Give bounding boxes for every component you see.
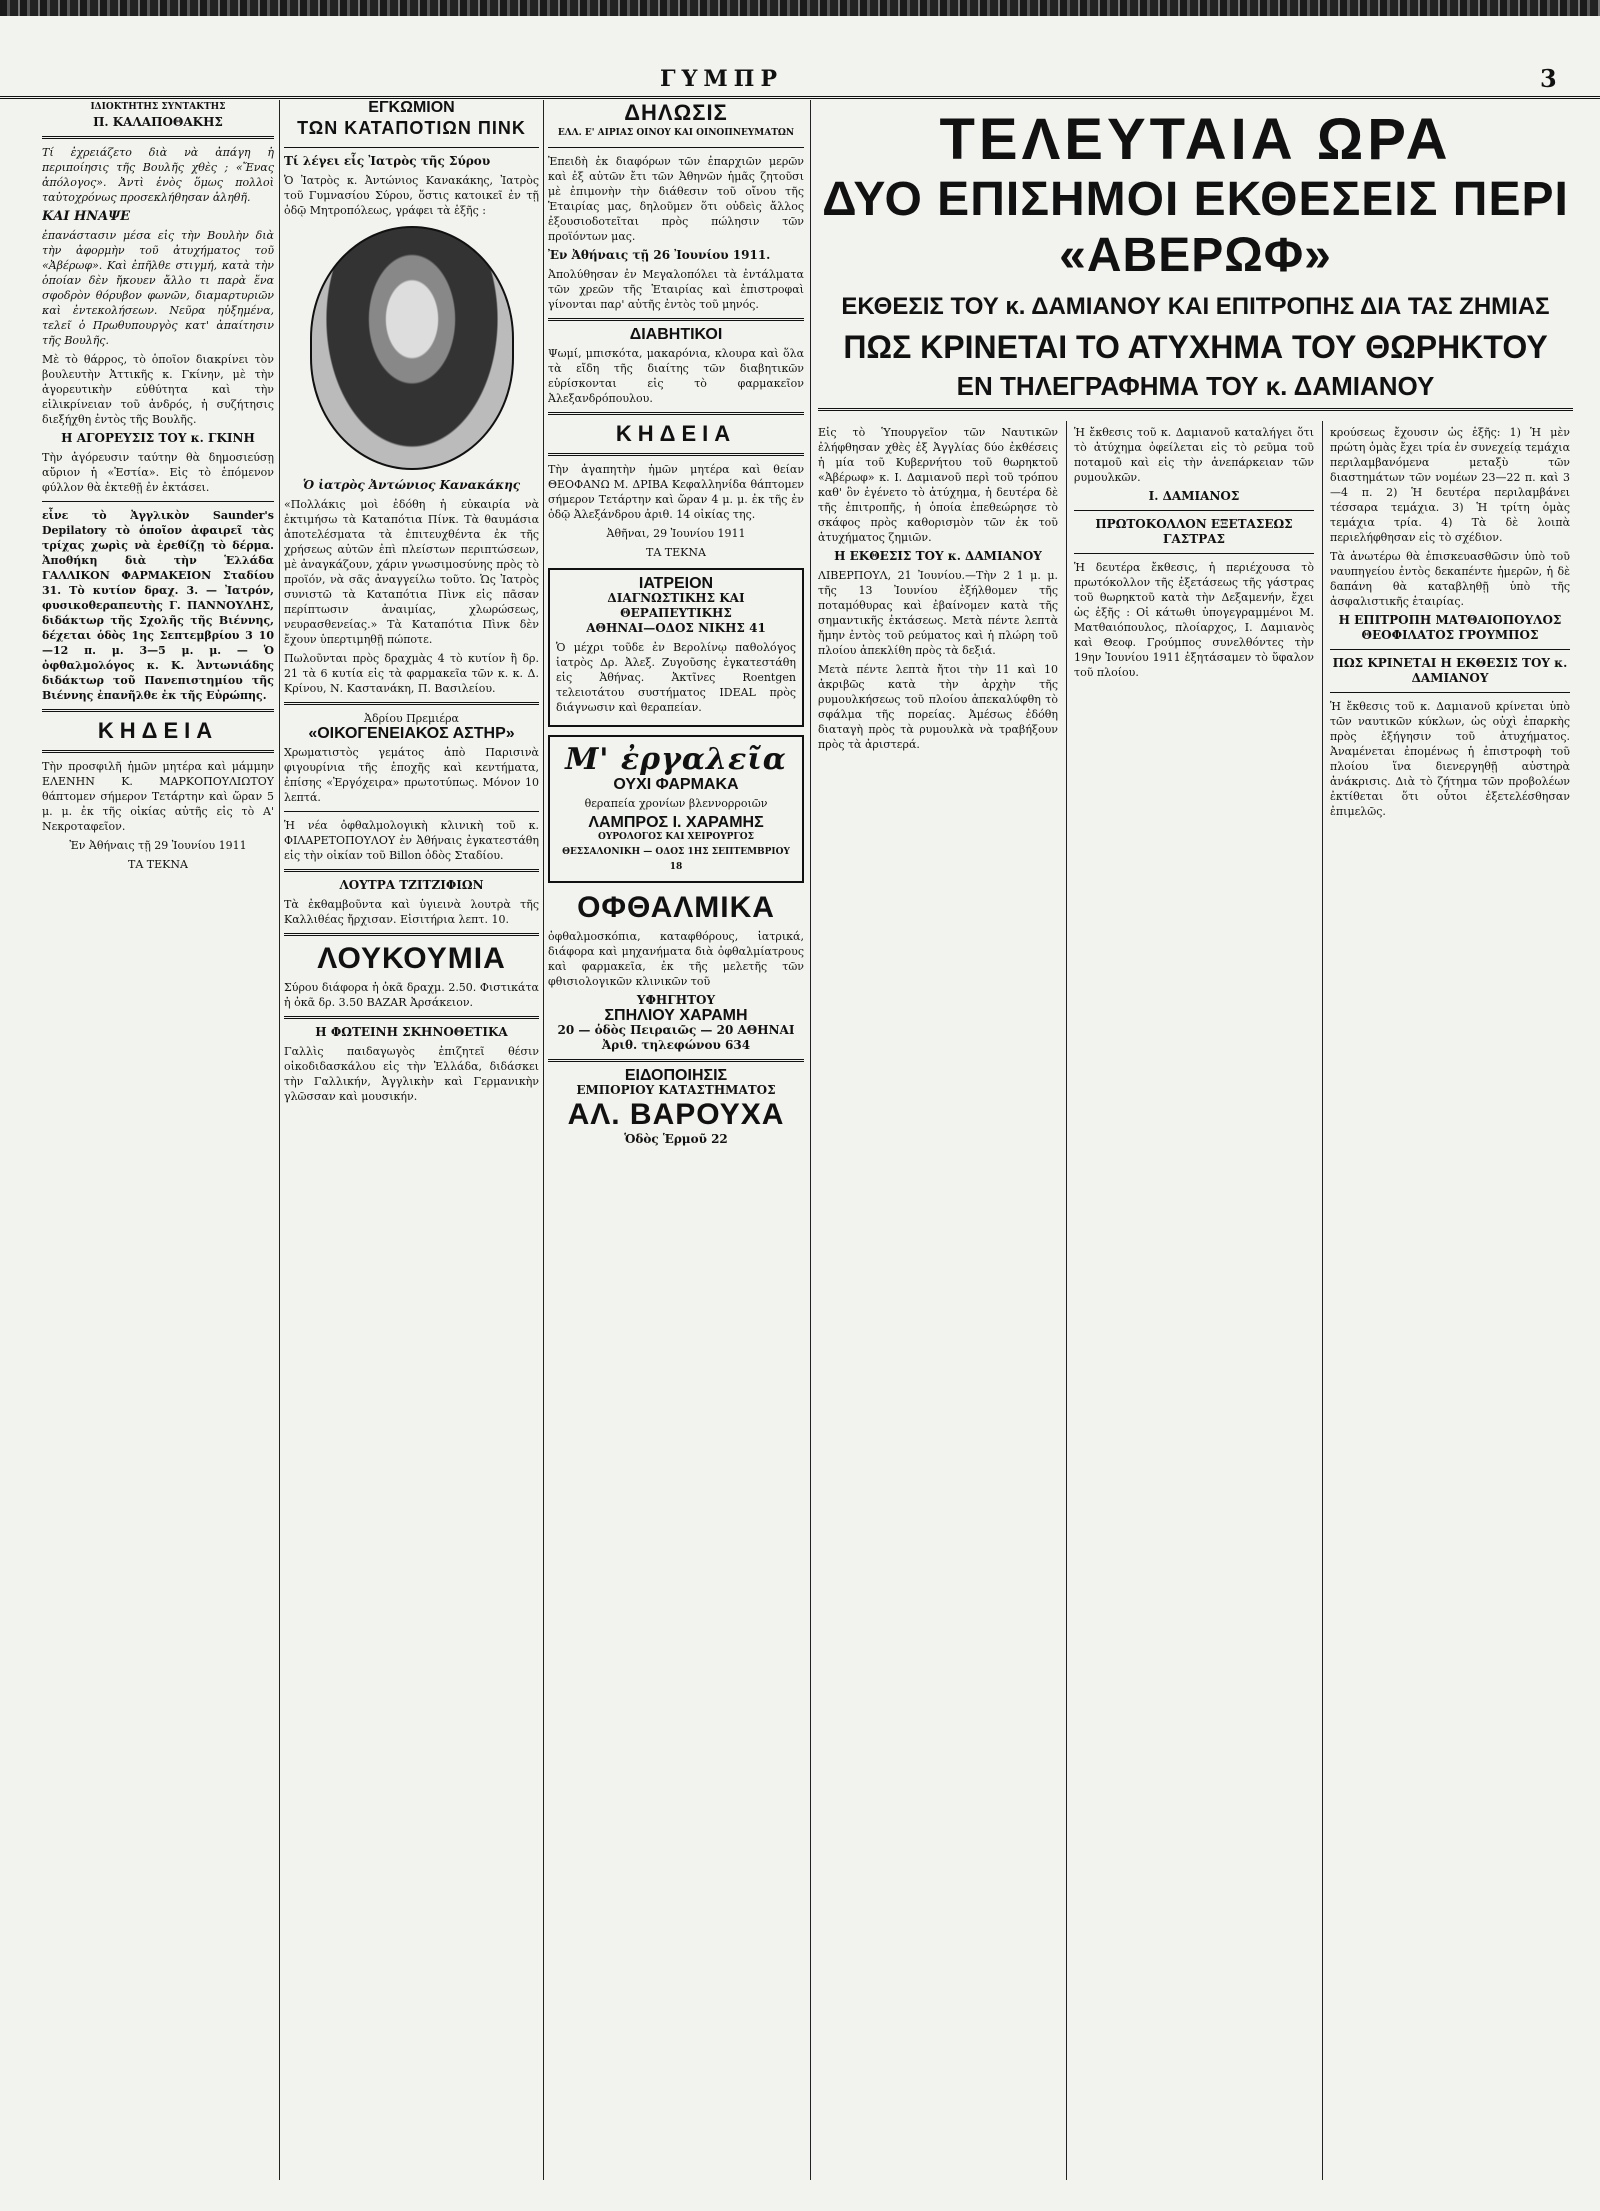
headline-last-hour: ΤΕΛΕΥΤΑΙΑ ΩΡΑ — [939, 107, 1452, 172]
agoreusis-heading: Η ΑΓΟΡΕΥΣΙΣ ΤΟΥ κ. ΓΚΙΝΗ — [61, 431, 255, 445]
dilosis-text-2: Ἀπολύθησαν ἐν Μεγαλοπόλει τὰ ἐντάλματα τῶν χρεῶν τῆς Ἑταιρίας καὶ ἐπιστροφαὶ γίνονται παρ' αὐτῆς ἐντὸς τοῦ μηνός. — [548, 268, 804, 311]
iatreion-address: ΑΘΗΝΑΙ—ΟΔΟΣ ΝΙΚΗΣ 41 — [586, 621, 766, 635]
story-signature-2: Η ΕΠΙΤΡΟΠΗ ΜΑΤΘΑΙΟΠΟΥΛΟΣ ΘΕΟΦΙΛΑΤΟΣ ΓΡΟΥΜΠΟΣ — [1338, 613, 1562, 642]
pink-pills-lead: Τί λέγει εἷς Ἰατρὸς τῆς Σύρου — [284, 154, 491, 168]
story-paragraph-8: Ἡ ἔκθεσις τοῦ κ. Δαμιανοῦ κρίνεται ὑπὸ τῶν ναυτικῶν κύκλων, ὡς οὐχὶ ἐπαρκὴς πρὸς ἐξήγησιν τοῦ ἀτυχήματος. Ἀναμένεται ἐπομένως ἡ ἐπιστροφὴ τοῦ πλοίου ἵνα διενεργηθῇ αὐστηρὰ ἀνάκρισις. Διὰ τὸ ζήτημα τῶν προβολέων ἐκτίθεται ὅτι οὗτοι ἐξετελέσθησαν ἐπιμελῶς. — [1330, 700, 1570, 818]
iatreion-ad — [548, 568, 804, 727]
funeral-signature: ΤΑ ΤΕΚΝΑ — [128, 858, 188, 871]
funeral-text-2: Τὴν ἀγαπητὴν ἡμῶν μητέρα καὶ θείαν ΘΕΟΦΑΝΩ Μ. ΔΡΙΒΑ Κεφαλληνίδα θάπτομεν σήμερον Τετάρτην καὶ ὥραν 4 μ. μ. ἐκ τῆς ἐν ὁδῷ Ἀλεξάνδρου ἀριθ. 14 οἰκίας της. — [548, 463, 804, 521]
loukoumia-heading: ΛΟΥΚΟΥΜΙΑ — [317, 942, 506, 975]
column-divider — [810, 100, 811, 2180]
ophthalmika-title: ΟΦΘΑΛΜΙΚΑ — [577, 891, 775, 924]
story-paragraph-4: Ἡ ἔκθεσις τοῦ κ. Δαμιανοῦ καταλήγει ὅτι τὸ ἀτύχημα ὀφείλεται εἰς τὸ ρεῦμα τοῦ ποταμοῦ καὶ εἰς τὴν ἀνεπάρκειαν τῶν ρυμουλκῶν. — [1074, 426, 1314, 484]
body-paragraph-1: ἐπανάστασιν μέσα εἰς τὴν Βουλὴν διὰ τὴν ἀφορμὴν τοῦ ἀτυχήματος τοῦ «Ἀβέρωφ». Καὶ ἐπῆλθε στιγμή, κατὰ τὴν ὁποίαν δὲν ἤκουεν ἄλλο τι παρὰ ἕνα σφοδρὸν θόρυβον φωνῶν, διαμαρτυριῶν καὶ ἐντεκολήσεων. Νεῦρα ηὐξημένα, τελεῖ ὁ Πρωθυπουργὸς κατ' ἀπαίτησιν τῆς Βουλῆς. — [42, 229, 274, 347]
story-paragraph-2: ΛΙΒΕΡΠΟΥΛ, 21 Ἰουνίου.—Τὴν 2 1 μ. μ. τῆς 13 Ἰουνίου ἐξήλθομεν τῆς ποταμόθυρας καὶ ἐβαίνομεν κατὰ τῆς σημαντικῆς ἐκτάσεως. Μετὰ πέντε λεπτὰ ἤμην ἐντὸς τοῦ ρεύματος καὶ ἡ πλώρη τοῦ πλοίου ἀπεκλίθη πρὸς τὰ δεξιά. — [818, 569, 1058, 657]
pink-pills-title-1: ΕΓΚΩΜΙΟΝ — [368, 100, 455, 116]
premiere-label: Ἀδρίου Πρεμιέρα — [364, 712, 459, 725]
ergaleia-ad — [548, 735, 804, 883]
scan-top-edge — [0, 0, 1600, 16]
loutra-title: ΛΟΥΤΡΑ ΤΖΙΤΖΙΦΙΩΝ — [339, 878, 484, 892]
ergaleia-subtitle: ΟΥΧΙ ΦΑΡΜΑΚΑ — [613, 776, 739, 793]
page-number: 3 — [1540, 64, 1557, 93]
story-column-2 — [1074, 421, 1314, 2180]
story-column-3 — [1330, 421, 1570, 2180]
iatreion-title: ΙΑΤΡΕΙΟΝ — [638, 575, 714, 592]
story-paragraph-3: Μετὰ πέντε λεπτὰ ἤτοι τὴν 11 καὶ 10 ἀκριβῶς κατὰ τὴν ἀρχὴν τῆς ρυμουλκήσεως τοῦ πλοίου ἀπεκαλύφθη τὸ σφάλμα τῆς πορείας. Ἀμέσως ἐδόθη διαταγὴ πρὸς τὰ ρυμουλκὰ νὰ τραβήξουν πρὸς τὰ ἀριστερά. — [818, 663, 1058, 751]
story-divider — [1066, 421, 1067, 2180]
story-divider — [1322, 421, 1323, 2180]
funeral-heading-2: ΚΗΔΕΙΑ — [615, 421, 737, 446]
pink-pills-intro: Ὁ Ἰατρὸς κ. Ἀντώνιος Κανακάκης, Ἰατρὸς τοῦ Γυμνασίου Σύρου, ὅστις κατοικεῖ ἐν τῇ ὁδῷ Μητροπόλεως, γράφει τὰ ἑξῆς : — [284, 174, 539, 217]
intro-paragraph: Τί ἐχρειάζετο διὰ νὰ ἀπάγη ἡ περιποίησις τῆς Βουλῆς χθὲς ; «Ἔνας ἀπόλογος». Ἀντὶ ἑνὸς ὅμως πολλοὶ ταὐτοχρόνως προσεκλήθησαν ἀληθῆ. — [42, 146, 274, 204]
headline-how-judged: ΠΩΣ ΚΡΙΝΕΤΑΙ ΤΟ ΑΤΥΧΗΜΑ ΤΟΥ ΘΩΡΗΚΤΟΥ — [843, 329, 1548, 365]
diabetic-heading: ΔΙΑΒΗΤΙΚΟΙ — [629, 326, 723, 343]
dilosis-text: Ἐπειδὴ ἐκ διαφόρων τῶν ἐπαρχιῶν μερῶν καὶ ἐξ αὐτῶν ἔτι τῶν Ἀθηνῶν ἡμᾶς ζητοῦσι μὲ ἐπιμονὴν τὴν διάθεσιν τοῦ οἴνου τῆς Ἑταιρίας μας, δηλοῦμεν ὅτι οὐδεὶς ἄλλος ἐξουσιοδοτεῖται πρὸς πώλησιν τῶν προϊόντων μας. — [548, 155, 804, 243]
story-signature-1: Ι. ΔΑΜΙΑΝΟΣ — [1148, 489, 1240, 503]
funeral-date: Ἐν Ἀθήναις τῇ 29 Ἰουνίου 1911 — [69, 839, 247, 852]
story-subheading-3: ΠΩΣ ΚΡΙΝΕΤΑΙ Η ΕΚΘΕΣΙΣ ΤΟΥ κ. ΔΑΜΙΑΝΟΥ — [1332, 656, 1568, 685]
funeral-text: Τὴν προσφιλῆ ἡμῶν μητέρα καὶ μάμμην ΕΛΕΝΗΝ Κ. ΜΑΡΚΟΠΟΥΛΙΩΤΟΥ θάπτομεν σήμερον Τετάρτην καὶ ὥραν 5 μ. μ. ἐκ τῆς οἰκίας αὐτῆς εἰς τὸ Α' Νεκροταφεῖον. — [42, 760, 274, 833]
kai-label: ΚΑΙ ΗΝΑΨΕ — [42, 209, 131, 224]
dilosis-subtitle: ΕΛΛ. Ε' ΑΙΡΙΑΣ ΟΙΝΟΥ ΚΑΙ ΟΙΝΟΠΝΕΥΜΑΤΩΝ — [557, 128, 795, 138]
ophthalmika-shop: ΥΦΗΓΗΤΟΥ — [636, 993, 716, 1007]
owner-name: Π. ΚΑΛΑΠΟΘΑΚΗΣ — [93, 115, 223, 129]
ergaleia-text: θεραπεία χρονίων βλεννορροιῶν — [584, 797, 768, 810]
masthead — [0, 56, 1600, 99]
loukoumia-text: Σύρου διάφορα ἡ ὀκᾶ δραχμ. 2.50. Φιστικάτα ἡ ὀκᾶ δρ. 3.50 BAZAR Ἀρσάκειον. — [284, 981, 539, 1009]
loutra-text: Τὰ ἐκθαμβοῦντα καὶ ὑγιεινὰ λουτρὰ τῆς Καλλιθέας ἤρχισαν. Εἰσιτήρια λεπτ. 10. — [284, 898, 539, 926]
pink-pills-dose: Πωλοῦνται πρὸς δραχμὰς 4 τὸ κυτίον ἢ δρ. 21 τὰ 6 κυτία εἰς τὰ φαρμακεῖα τῶν κ. κ. Δ. Κρίνου, Ν. Καστανάκη, Π. Βασιλείου. — [284, 652, 539, 695]
iatreion-subtitle: ΔΙΑΓΝΩΣΤΙΚΗΣ ΚΑΙ ΘΕΡΑΠΕΥΤΙΚΗΣ — [607, 591, 745, 620]
funeral-signature-2: ΤΑ ΤΕΚΝΑ — [646, 546, 706, 559]
funeral-date-2: Ἀθῆναι, 29 Ἰουνίου 1911 — [606, 527, 746, 540]
bottom-text: Γαλλὶς παιδαγωγὸς ἐπιζητεῖ θέσιν οἰκοδιδασκάλου εἰς τὴν Ἑλλάδα, διδάσκει τὴν Γαλλικήν, Ἀγγλικὴν καὶ Γερμανικὴν γλῶσσαν καὶ μουσικήν. — [284, 1045, 539, 1103]
premiere-name: «ΟΙΚΟΓΕΝΕΙΑΚΟΣ ΑΣΤΗΡ» — [308, 725, 515, 742]
headline-two-reports: ΔΥΟ ΕΠΙΣΗΜΟΙ ΕΚΘΕΣΕΙΣ ΠΕΡΙ «ΑΒΕΡΩΦ» — [822, 173, 1569, 282]
headline-telegram: ΕΝ ΤΗΛΕΓΡΑΦΗΜΑ ΤΟΥ κ. ΔΑΜΙΑΝΟΥ — [956, 371, 1435, 401]
headline-damianos-report: ΕΚΘΕΣΙΣ ΤΟΥ κ. ΔΑΜΙΑΝΟΥ ΚΑΙ ΕΠΙΤΡΟΠΗΣ ΔΙΑ ΤΑΣ ΖΗΜΙΑΣ — [841, 293, 1550, 320]
ergaleia-title: Μ' ἐργαλεῖα — [565, 742, 787, 777]
portrait-caption: Ὁ ἰατρὸς Ἀντώνιος Κανακάκης — [302, 478, 521, 492]
story-paragraph-7: Τὰ ἀνωτέρω θὰ ἐπισκευασθῶσιν ὑπὸ τοῦ ναυπηγείου ἐντὸς δεκαπέντε ἡμερῶν, ἡ δὲ δαπάνη θὰ καταβληθῇ ὑπὸ τῆς ἀσφαλιστικῆς ἑταιρίας. — [1330, 550, 1570, 608]
column-1 — [42, 100, 274, 2180]
story-paragraph-5: Ἡ δευτέρα ἔκθεσις, ἡ περιέχουσα τὸ πρωτόκολλον τῆς ἐξετάσεως τῆς γάστρας τοῦ θωρηκτοῦ κατὰ τὴν Δεξαμενήν, ἔχει ὡς ἑξῆς : Οἱ κάτωθι ὑπογεγραμμένοι Μ. Ματθαιόπουλος, πλοίαρχος, Ι. Δαμιανὸς καὶ Θεοφ. Γρούμπος συνελθόντες τὴν 19ην Ἰουνίου 1911 ἐξητάσαμεν τὸ ὕφαλον τοῦ πλοίου. — [1074, 561, 1314, 679]
column-divider — [279, 100, 280, 2180]
ophthalmika-phone: Ἀριθ. τηλεφώνου 634 — [601, 1038, 751, 1052]
dilosis-date: Ἐν Ἀθήναις τῇ 26 Ἰουνίου 1911. — [548, 248, 771, 262]
story-subheading-1: Η ΕΚΘΕΣΙΣ ΤΟΥ κ. ΔΑΜΙΑΝΟΥ — [834, 549, 1042, 563]
diabetic-text: Ψωμί, μπισκότα, μακαρόνια, κλουρα καὶ ὅλα τὰ εἴδη τῆς διαίτης τῶν διαβητικῶν εὑρίσκονται εἰς τὸ φαρμακεῖον Ἀλεξανδρόπουλου. — [548, 347, 804, 405]
column-divider — [543, 100, 544, 2180]
premiere-text: Χρωματιστὸς γεμάτος ἀπὸ Παρισινὰ φιγουρίνια τῆς ἐποχῆς καὶ κεντήματα, ἐπίσης «Ἐργόχειρα» πρωτοτύπως. Μόνον 10 λεπτά. — [284, 746, 539, 804]
notice-name: ΑΛ. ΒΑΡΟΥΧΑ — [567, 1098, 785, 1131]
pink-pills-title-2: ΤΩΝ ΚΑΤΑΠΟΤΙΩΝ ΠΙΝΚ — [297, 118, 526, 138]
ophthalmika-text: ὀφθαλμοσκόπια, καταφθόρους, ἰατρικά, διάφορα καὶ μηχανήματα διὰ ὀφθαλμίατρους καὶ φαρμακεῖα, ἐκ τῆς μελετῆς τῶν φθισιολογικῶν κλινικῶν τοῦ — [548, 930, 804, 988]
ophthalmika-address: 20 — ὁδὸς Πειραιῶς — 20 ΑΘΗΝΑΙ — [557, 1023, 795, 1037]
ergaleia-role: ΟΥΡΟΛΟΓΟΣ ΚΑΙ ΧΕΙΡΟΥΡΓΟΣ — [597, 832, 754, 842]
notice-address: Ὁδὸς Ἑρμοῦ 22 — [624, 1132, 728, 1146]
bottom-title: Η ΦΩΤΕΙΝΗ ΣΚΗΝΟΘΕΤΙΚΑ — [315, 1025, 508, 1039]
story-subheading-2: ΠΡΩΤΟΚΟΛΛΟΝ ΕΞΕΤΑΣΕΩΣ ΓΑΣΤΡΑΣ — [1095, 517, 1293, 546]
ophthalmika-shop-name: ΣΠΗΛΙΟΥ ΧΑΡΑΜΗ — [604, 1007, 748, 1024]
doctor-portrait — [310, 226, 514, 470]
story-paragraph-6: κρούσεως ἔχουσιν ὡς ἑξῆς: 1) Ἡ μὲν πρώτη ὁμὰς ἔχει τρία ἐν συνεχείᾳ τεμάχια περιλαμβανόμενα μεταξὺ τῶν διαστημάτων τῶν νομέων 23—22 π. καὶ 3—4 π. 2) Ἡ δευτέρα περιλαμβάνει τέσσαρα τεμάχια. 3) Ἡ τρίτη ὁμὰς τεμάχια τρία. 4) Τὰ δὲ λοιπὰ περιελήφθησαν εἰς τὸ σχέδιον. — [1330, 426, 1570, 544]
funeral-heading: ΚΗΔΕΙΑ — [97, 718, 219, 743]
ergaleia-address: ΘΕΣΣΑΛΟΝΙΚΗ — ΟΔΟΣ 1ΗΣ ΣΕΠΤΕΜΒΡΙΟΥ 18 — [562, 847, 790, 872]
story-paragraph-1: Εἰς τὸ Ὑπουργεῖον τῶν Ναυτικῶν ἐλήφθησαν χθὲς ἐξ Ἀγγλίας δύο ἐκθέσεις ἡ μία τοῦ Κυβερνήτου τοῦ θωρηκτοῦ «Ἀβέρωφ» κ. Ι. Δαμιανοῦ περὶ τοῦ τρόπου καθ' ὃν ἐγένετο τὸ ἀτύχημα, ἡ δευτέρα δὲ τῆς ἐπιτροπῆς, ἡ ὁποία ἐπεθεώρησε τὸ σκάφος πρὸς καθορισμὸν τῶν ἐκ τοῦ ἀτυχήματος ζημιῶν. — [818, 426, 1058, 544]
masthead-title: ΓΥΜΠΡ — [660, 66, 783, 92]
owner-label: ΙΔΙΟΚΤΗΤΗΣ ΣΥΝΤΑΚΤΗΣ — [90, 102, 226, 112]
story-columns — [818, 421, 1573, 2180]
clinic-ad: Ἡ νέα ὀφθαλμολογικὴ κλινικὴ τοῦ κ. ΦΙΛΑΡΕΤΟΠΟΥΛΟΥ ἐν Ἀθήναις ἐγκατεστάθη εἰς τὴν οἰκίαν τοῦ Billon ὁδὸς Σταδίου. — [284, 819, 539, 862]
story-column-1 — [818, 421, 1058, 2180]
column-2 — [284, 100, 539, 2180]
notice-subtitle: ΕΜΠΟΡΙΟΥ ΚΑΤΑΣΤΗΜΑΤΟΣ — [576, 1083, 776, 1097]
main-story — [818, 100, 1573, 2180]
ergaleia-name: ΛΑΜΠΡΟΣ Ι. ΧΑΡΑΜΗΣ — [588, 814, 764, 831]
classified-ads: εἶνε τὸ Ἀγγλικὸν Saunder's Depilatory τὸ ὁποῖον ἀφαιρεῖ τὰς τρίχας χωρὶς νὰ ἐρεθίζῃ τὸ δέρμα. Ἀποθήκη διὰ τὴν Ἑλλάδα ΓΑΛΛΙΚΟΝ ΦΑΡΜΑΚΕΙΟΝ Σταδίου 31. Τὸ κυτίον δραχ. 3. — Ἰατρόν, φυσικοθεραπευτὴς Γ. ΠΑΝΝΟΥΛΗΣ, διδάκτωρ τῆς Σχολῆς τῆς Βιέννης, δέχεται ὁδὸς 1ης Σεπτεμβρίου 3 10—12 π. μ. 3—5 μ. μ. — Ὁ ὀφθαλμολόγος κ. Κ. Ἀντωνιάδης διδάκτωρ τοῦ Πανεπιστημίου τῆς Βιέννης ἐπανῆλθε ἐκ τῆς Εὐρώπης. — [42, 509, 274, 702]
notice-title: ΕΙΔΟΠΟΙΗΣΙΣ — [624, 1067, 728, 1084]
pink-pills-body: «Πολλάκις μοὶ ἐδόθη ἡ εὐκαιρία νὰ ἐκτιμήσω τὰ Καταπότια Πίνκ. Τὰ θαυμάσια ἀποτελέσματα τὰ ἐπιτευχθέντα ἐκ τῆς χρήσεως αὐτῶν ἐπὶ πλείστων περιπτώσεων, μὲ ἀναγκάζουν, χάριν γνωσιμοσύνης πρὸς τὸ προϊόν, νὰ σᾶς ἀναγγείλω τοῦτο. Ὡς Ἰατρὸς συνιστῶ τὰ Καταπότια Πὶνκ εἰς πᾶσαν περίπτωσιν ἀναιμίας, χλωρώσεως, νευρασθενείας.» Τὰ Καταπότια Πὶνκ δὲν ἔχουν ὑπερτιμηθῇ πώποτε. — [284, 498, 539, 646]
body-paragraph-2: Μὲ τὸ θάρρος, τὸ ὁποῖον διακρίνει τὸν βουλευτὴν Ἀττικῆς κ. Γκίνην, μὲ τὴν ἀγορευτικὴν εὐθύτητα καὶ τὴν εἰλικρίνειαν τοῦ ἀνδρός, ἡ συζήτησις διεξήχθη ἐντὸς τῆς Βουλῆς. — [42, 353, 274, 426]
iatreion-text: Ὁ μέχρι τοῦδε ἐν Βερολίνῳ παθολόγος ἰατρὸς Δρ. Ἀλεξ. Ζυγοῦσης ἐγκατεστάθη εἰς Ἀθήνας. Ἀκτῖνες Roentgen τελειοτάτου συστήματος IDEAL πρὸς διάγνωσιν καὶ θεραπείαν. — [556, 641, 796, 714]
dilosis-title: ΔΗΛΩΣΙΣ — [624, 100, 728, 125]
column-3 — [548, 100, 804, 2180]
body-paragraph-3: Τὴν ἀγόρευσιν ταύτην θὰ δημοσιεύσῃ αὔριον ἡ «Ἑστία». Εἰς τὸ ἑπόμενον φύλλον θὰ ἐκτεθῇ ἐν ἐκτάσει. — [42, 451, 274, 494]
